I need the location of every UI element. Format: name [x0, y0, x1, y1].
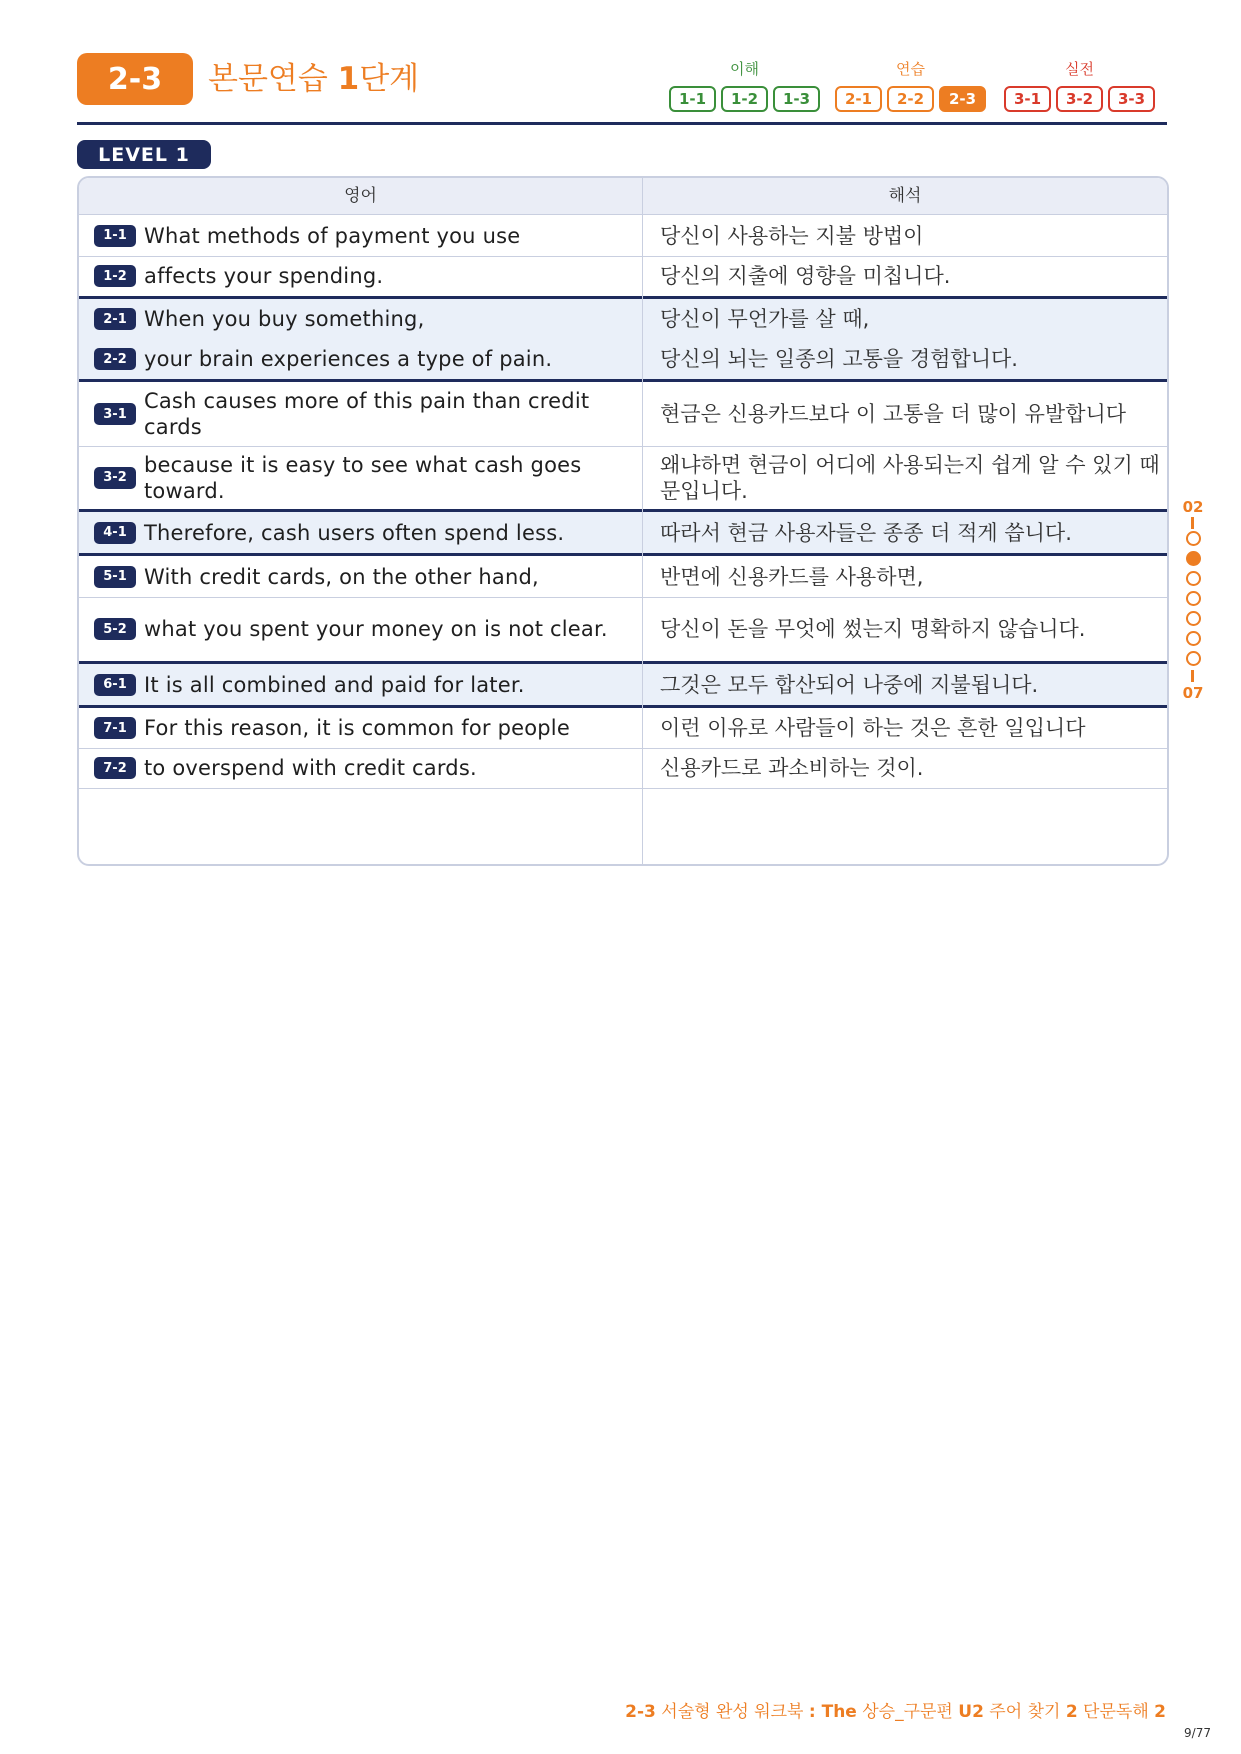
sentence-number-badge: 4-1 [94, 522, 136, 544]
row-divider [79, 788, 1167, 789]
english-cell [79, 708, 642, 748]
nav-button-3-2[interactable]: 3-2 [1056, 86, 1103, 112]
nav-button-1-2[interactable]: 1-2 [721, 86, 768, 112]
column-header-english: 영어 [344, 186, 377, 206]
sentence-number-badge: 5-1 [94, 566, 136, 588]
side-nav [1175, 498, 1211, 702]
korean-translation: 당신이 사용하는 지불 방법이 [660, 223, 924, 248]
level-badge: LEVEL 1 [77, 140, 211, 169]
nav-button-1-1[interactable]: 1-1 [669, 86, 716, 112]
table-header [79, 178, 1167, 215]
sentence-number-badge: 7-1 [94, 717, 136, 739]
translation-cell [643, 256, 1163, 296]
korean-translation: 따라서 현금 사용자들은 종종 더 적게 씁니다. [660, 520, 1072, 545]
sentence-number-badge: 1-1 [94, 225, 136, 247]
english-sentence: For this reason, it is common for people [144, 716, 570, 740]
side-nav-dot[interactable] [1186, 531, 1201, 546]
english-sentence: because it is easy to see what cash goes toward. [144, 452, 582, 503]
table-row [79, 556, 1167, 597]
sentence-number-badge: 1-2 [94, 265, 136, 287]
translation-cell [643, 748, 1163, 788]
nav-button-3-1[interactable]: 3-1 [1004, 86, 1051, 112]
english-cell [79, 256, 642, 296]
translation-cell [643, 299, 1163, 339]
sentence-number-badge: 2-2 [94, 348, 136, 370]
english-cell [79, 446, 642, 509]
table-row [79, 664, 1167, 705]
english-sentence: affects your spending. [144, 264, 384, 288]
section-badge: 2-3 [77, 53, 193, 105]
table-row [79, 256, 1167, 296]
nav-button-2-3[interactable]: 2-3 [939, 86, 986, 112]
english-sentence: your brain experiences a type of pain. [144, 347, 553, 371]
english-cell [79, 556, 642, 597]
english-cell [79, 512, 642, 553]
korean-translation: 신용카드로 과소비하는 것이. [660, 756, 924, 780]
nav-button-2-1[interactable]: 2-1 [835, 86, 882, 112]
translation-cell [643, 215, 1163, 256]
english-sentence: When you buy something, [144, 307, 425, 331]
english-cell [79, 299, 642, 339]
nav-button-3-3[interactable]: 3-3 [1108, 86, 1155, 112]
nav-group-label: 이해 [730, 60, 759, 78]
nav-group-label: 연습 [896, 60, 925, 78]
nav-group-label: 실전 [1065, 60, 1094, 78]
table-row [79, 708, 1167, 748]
sentence-number-badge: 3-1 [94, 403, 136, 425]
page-title: 본문연습 1단계 [208, 61, 420, 97]
sentence-number-badge: 6-1 [94, 674, 136, 696]
side-nav-dot[interactable] [1186, 651, 1201, 666]
column-divider [642, 178, 643, 864]
header-divider-line [79, 214, 1167, 215]
english-cell [79, 664, 642, 705]
side-nav-dot[interactable] [1186, 591, 1201, 606]
korean-translation: 반면에 신용카드를 사용하면, [660, 564, 924, 589]
translation-table [77, 176, 1169, 866]
translation-cell [643, 382, 1163, 446]
side-nav-end: 07 [1182, 684, 1204, 702]
translation-cell [643, 556, 1163, 597]
english-sentence: to overspend with credit cards. [144, 756, 477, 780]
english-sentence: Cash causes more of this pain than credit cards [144, 389, 590, 439]
translation-cell [643, 339, 1163, 379]
side-nav-dot[interactable] [1186, 631, 1201, 646]
korean-translation: 현금은 신용카드보다 이 고통을 더 많이 유발합니다 [660, 402, 1127, 426]
english-cell [79, 597, 642, 661]
translation-cell [643, 664, 1163, 705]
english-cell [79, 215, 642, 256]
english-sentence: what you spent your money on is not clear. [144, 617, 608, 641]
table-row [79, 748, 1167, 788]
side-nav-dot[interactable] [1186, 611, 1201, 626]
english-cell [79, 748, 642, 788]
side-nav-dot[interactable] [1186, 571, 1201, 586]
translation-cell [643, 597, 1163, 661]
nav-button-1-3[interactable]: 1-3 [773, 86, 820, 112]
nav-button-2-2[interactable]: 2-2 [887, 86, 934, 112]
korean-translation: 당신이 무언가를 살 때, [660, 307, 870, 331]
table-row [79, 215, 1167, 256]
page-number: 9/77 [1184, 1726, 1211, 1740]
english-sentence: It is all combined and paid for later. [144, 672, 525, 697]
sentence-number-badge: 3-2 [94, 467, 136, 489]
table-row [79, 446, 1167, 509]
korean-translation: 당신의 지출에 영향을 미칩니다. [660, 264, 951, 288]
sentence-number-badge: 2-1 [94, 308, 136, 330]
table-row [79, 382, 1167, 446]
korean-translation: 이런 이유로 사람들이 하는 것은 흔한 일입니다 [660, 716, 1086, 740]
side-nav-dot-active[interactable] [1186, 551, 1201, 566]
sentence-number-badge: 7-2 [94, 757, 136, 779]
table-row [79, 299, 1167, 339]
side-nav-line [1191, 517, 1194, 529]
sentence-number-badge: 5-2 [94, 618, 136, 640]
column-header-translation: 해석 [888, 186, 922, 206]
translation-cell [643, 708, 1163, 748]
header-divider [77, 122, 1167, 125]
translation-cell [643, 512, 1163, 553]
english-sentence: Therefore, cash users often spend less. [144, 520, 565, 545]
translation-cell [643, 446, 1163, 509]
table-row [79, 597, 1167, 661]
english-cell [79, 339, 642, 379]
korean-translation: 왜냐하면 현금이 어디에 사용되는지 쉽게 알 수 있기 때문입니다. [660, 452, 1160, 503]
english-cell [79, 382, 642, 446]
english-sentence: What methods of payment you use [144, 223, 521, 248]
english-sentence: With credit cards, on the other hand, [144, 564, 539, 589]
korean-translation: 그것은 모두 합산되어 나중에 지불됩니다. [660, 672, 1039, 697]
korean-translation: 당신의 뇌는 일종의 고통을 경험합니다. [660, 347, 1018, 371]
table-row [79, 512, 1167, 553]
korean-translation: 당신이 돈을 무엇에 썼는지 명확하지 않습니다. [660, 617, 1086, 641]
table-row [79, 339, 1167, 379]
side-nav-line [1191, 670, 1194, 682]
footer-title: 2-3 서술형 완성 워크북 : The 상승_구문편 U2 주어 찾기 2 단문독해 2 [625, 1702, 1166, 1722]
side-nav-start: 02 [1182, 498, 1204, 516]
